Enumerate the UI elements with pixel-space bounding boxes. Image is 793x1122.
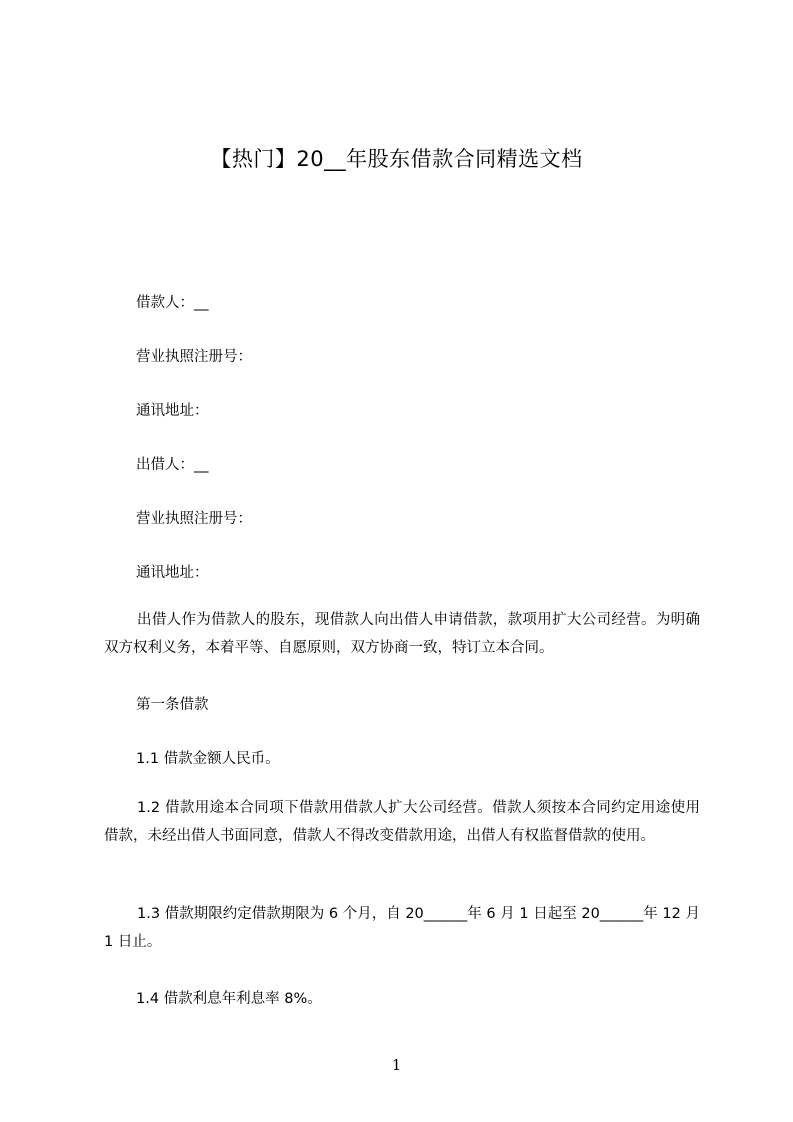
article-1-heading: 第一条借款	[136, 697, 209, 713]
borrower-field: 借款人：__	[136, 295, 209, 311]
clause-1-2: 1.2 借款用途本合同项下借款用借款人扩大公司经营。借款人须按本合同约定用途使用借款，未经出借人书面同意，借款人不得改变借款用途，出借人有权监督借款的使用。	[104, 800, 700, 844]
borrower-license-field: 营业执照注册号：	[136, 349, 252, 365]
lender-field: 出借人：__	[136, 457, 209, 473]
preamble-paragraph: 出借人作为借款人的股东，现借款人向出借人申请借款，款项用扩大公司经营。为明确双方权利义务，本着平等、自愿原则，双方协商一致，特订立本合同。	[104, 612, 700, 656]
clause-1-1: 1.1 借款金额人民币。	[136, 751, 280, 767]
page-number: 1	[391, 1056, 402, 1074]
borrower-address-field: 通讯地址：	[136, 403, 209, 419]
clause-1-3: 1.3 借款期限约定借款期限为 6 个月，自 20______年 6 月 1 日起至 20______年 12 月 1 日止。	[104, 906, 700, 950]
lender-license-field: 营业执照注册号：	[136, 511, 252, 527]
document-title: 【热门】20__年股东借款合同精选文档	[210, 147, 583, 171]
lender-address-field: 通讯地址：	[136, 565, 209, 581]
clause-1-4: 1.4 借款利息年利息率 8%。	[136, 991, 322, 1007]
